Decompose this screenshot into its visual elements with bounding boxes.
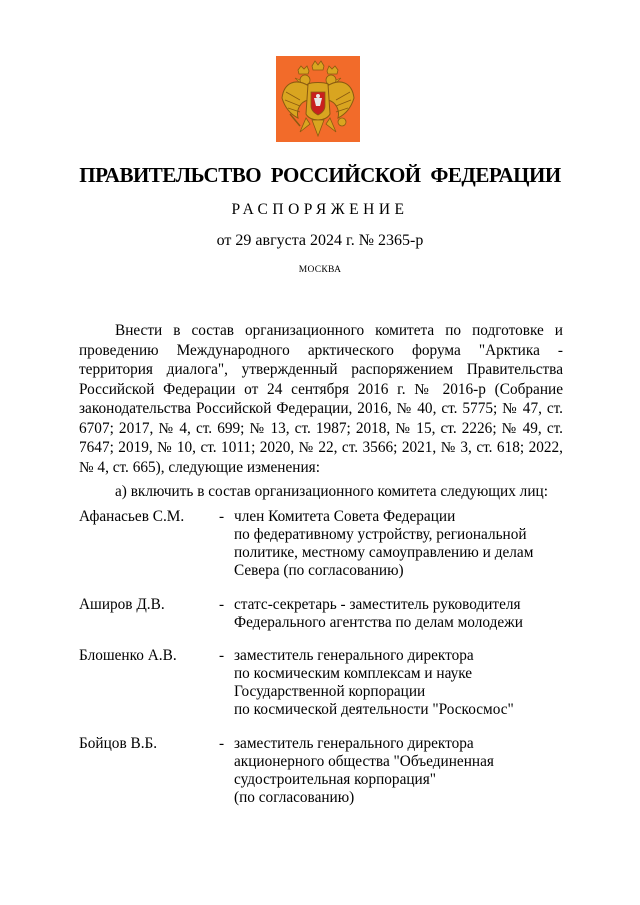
- order-intro-paragraph: Внести в состав организационного комитета по подготовке и проведению Международного арктического форума "Арктика - территория диалога", утвержденный распоряжением Правительства Российской Федерации от 24 сентября 2016 г. № 2016-р (Собрание законодательства Российской Федерации, 2016, № 40, ст. 5775; № 47, ст. 6707; 2017, № 4, ст. 699; № 13, ст. 1987; 2018, № 15, ст. 2226; № 49, ст. 7647; 2019, № 10, ст. 1011; 2020, № 22, ст. 3566; 2021, № 3, ст. 618; 2022, № 4, ст. 665), следующие изменения:: [79, 322, 563, 476]
- member-role: заместитель генерального директора по космическим комплексам и науке Государственной корпорации по космической деятельности "Роскосмос": [234, 647, 514, 718]
- document-city: МОСКВА: [298, 265, 342, 275]
- organization-title: ПРАВИТЕЛЬСТВО РОССИЙСКОЙ ФЕДЕРАЦИИ: [79, 163, 561, 187]
- member-name: Бойцов В.Б.: [79, 735, 158, 752]
- member-role: заместитель генерального директора акционерного общества "Объединенная судостроительная корпорация" (по согласованию): [234, 735, 494, 806]
- member-dash: -: [219, 508, 225, 525]
- member-name: Аширов Д.В.: [79, 596, 165, 613]
- member-role: член Комитета Совета Федерации по федеративному устройству, региональной политике, местному самоуправлению и делам Севера (по согласованию): [234, 508, 534, 579]
- member-name: Афанасьев С.М.: [79, 508, 185, 525]
- member-dash: -: [219, 735, 225, 752]
- order-item-a: а) включить в состав организационного комитета следующих лиц:: [115, 483, 548, 500]
- document-type: РАСПОРЯЖЕНИЕ: [231, 201, 409, 218]
- russian-coat-of-arms-icon: [276, 56, 360, 142]
- document-date-number: от 29 августа 2024 г. № 2365-р: [216, 232, 424, 249]
- member-dash: -: [219, 647, 225, 664]
- member-role: статс-секретарь - заместитель руководителя Федерального агентства по делам молодежи: [234, 596, 523, 631]
- member-dash: -: [219, 596, 225, 613]
- member-name: Блошенко А.В.: [79, 647, 177, 664]
